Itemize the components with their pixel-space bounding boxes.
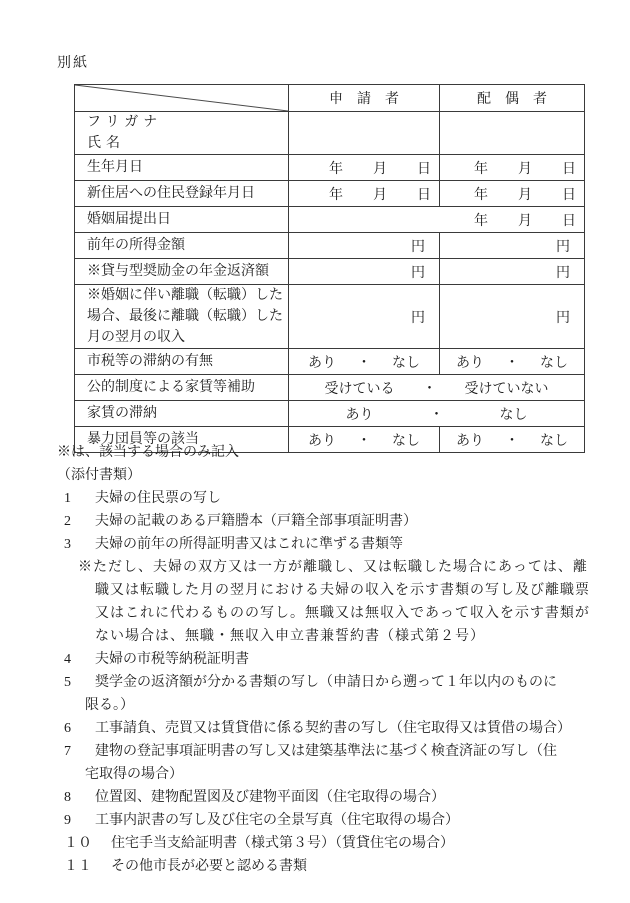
year-unit: 年	[474, 213, 488, 229]
amount-entry-cell	[439, 233, 584, 258]
attachment-item	[57, 671, 602, 694]
row-label-line: 公的制度による家賃等補助	[87, 380, 255, 395]
amount-entry-cell	[288, 285, 439, 348]
note-line: ※ただし、夫婦の双方又は一方が離職し、又は転職した場合にあっては、離	[78, 560, 588, 575]
diagonal-line	[75, 85, 288, 111]
row-label-line: 新住居への住民登録年月日	[87, 186, 255, 201]
row-label-line: 氏名	[87, 136, 125, 151]
item-text: 工事請負、売買又は賃貸借に係る契約書の写し（住宅取得又は賃借の場合）	[95, 721, 571, 736]
row-label	[75, 285, 288, 348]
table-header-row	[75, 85, 584, 111]
item-text: 建物の登記事項証明書の写し又は建築基準法に基づく検査済証の写し（住	[95, 744, 557, 759]
row-label	[75, 207, 288, 232]
col-header-spouse: 配偶者	[439, 85, 584, 111]
table-row	[75, 400, 584, 426]
attachment-item	[57, 809, 602, 832]
row-label-line: 暴力団員等の該当	[87, 432, 199, 447]
row-label-line: 場合、最後に離職（転職）した	[87, 309, 283, 324]
table-row	[75, 154, 584, 180]
year-unit: 年	[329, 161, 343, 177]
attachment-item	[57, 855, 602, 878]
item-number: 5	[64, 675, 71, 690]
month-unit: 月	[518, 161, 532, 177]
attachment-item	[57, 832, 602, 855]
separator-dot: ・	[422, 381, 437, 397]
row-label-line: ※婚姻に伴い離職（転職）した	[87, 288, 283, 303]
choice-cell	[288, 375, 584, 400]
row-label-line: 生年月日	[87, 160, 143, 175]
row-label	[75, 401, 288, 426]
attachment-item	[57, 648, 602, 671]
row-label	[75, 259, 288, 284]
item-text: 夫婦の記載のある戸籍謄本（戸籍全部事項証明書）	[95, 514, 417, 529]
date-entry-cell	[288, 155, 439, 180]
item-text: 位置図、建物配置図及び建物平面図（住宅取得の場合）	[95, 790, 445, 805]
item-number: 6	[64, 721, 71, 736]
option-left: 受けている	[324, 381, 395, 397]
table-row	[75, 180, 584, 206]
separator-dot: ・	[357, 433, 371, 449]
separator-dot: ・	[357, 355, 371, 371]
separator-dot: ・	[505, 355, 519, 371]
day-unit: 日	[562, 187, 576, 203]
row-label	[75, 112, 288, 154]
separator-dot: ・	[505, 433, 519, 449]
item-text: 夫婦の住民票の写し	[95, 491, 221, 506]
yen-unit: 円	[411, 310, 425, 326]
attachment-item	[57, 740, 602, 763]
choice-cell	[439, 349, 584, 374]
day-unit: 日	[562, 161, 576, 177]
option-left: あり	[345, 407, 374, 423]
option-yes: あり	[456, 433, 484, 449]
item-number: 7	[64, 744, 71, 759]
attachment-item	[57, 487, 602, 510]
item-number: 3	[64, 537, 71, 552]
yen-unit: 円	[556, 239, 570, 255]
option-no: なし	[392, 433, 420, 449]
item-text: その他市長が必要と認める書類	[111, 859, 307, 874]
table-row	[75, 111, 584, 154]
row-label-line: 前年の所得金額	[87, 238, 185, 253]
row-label	[75, 375, 288, 400]
option-no: なし	[540, 433, 568, 449]
month-unit: 月	[373, 187, 387, 203]
year-unit: 年	[474, 161, 488, 177]
row-label-line: ※貸与型奨励金の年金返済額	[87, 264, 269, 279]
col-header-applicant: 申請者	[288, 85, 439, 111]
table-row	[75, 348, 584, 374]
item-number: １０	[64, 836, 92, 851]
row-label	[75, 181, 288, 206]
item-number: 4	[64, 652, 71, 667]
attachment-item	[57, 717, 602, 740]
choice-cell	[288, 349, 439, 374]
table-corner-cell	[75, 85, 288, 111]
table-row	[75, 258, 584, 284]
table-row	[75, 374, 584, 400]
amount-entry-cell	[288, 233, 439, 258]
month-unit: 月	[518, 187, 532, 203]
table-row	[75, 232, 584, 258]
attachment-item	[57, 533, 602, 556]
option-right: なし	[499, 407, 528, 423]
option-no: なし	[540, 355, 568, 371]
separator-dot: ・	[429, 407, 444, 423]
day-unit: 日	[562, 213, 576, 229]
choice-cell	[288, 401, 584, 426]
item-text: 奨学金の返済額が分かる書類の写し（申請日から遡って１年以内のものに	[95, 675, 557, 690]
attachment-item	[57, 786, 602, 809]
row-label	[75, 233, 288, 258]
item-text: 住宅手当支給証明書（様式第３号）（賃貸住宅の場合）	[111, 836, 454, 851]
applicant-spouse-table	[74, 84, 585, 453]
row-label-line: 市税等の滞納の有無	[87, 354, 213, 369]
date-entry-cell	[439, 155, 584, 180]
table-row	[75, 206, 584, 232]
year-unit: 年	[474, 187, 488, 203]
row-label-line: 婚姻届提出日	[87, 212, 171, 227]
note-line: 宅取得の場合）	[85, 767, 183, 782]
row-label-line: 家賃の滞納	[87, 406, 157, 421]
day-unit: 日	[417, 161, 431, 177]
option-right: 受けていない	[464, 381, 549, 397]
row-label-line: 月の翌月の収入	[87, 330, 185, 345]
row-label	[75, 155, 288, 180]
item-text: 工事内訳書の写し及び住宅の全景写真（住宅取得の場合）	[95, 813, 459, 828]
note-line: 職又は転職した月の翌月における夫婦の収入を示す書類の写し及び離職票	[95, 583, 590, 598]
note-line: 限る。）	[85, 698, 134, 713]
year-unit: 年	[329, 187, 343, 203]
yen-unit: 円	[411, 239, 425, 255]
day-unit: 日	[417, 187, 431, 203]
option-yes: あり	[308, 355, 336, 371]
month-unit: 月	[518, 213, 532, 229]
yen-unit: 円	[556, 310, 570, 326]
blank-entry-cell	[439, 112, 584, 154]
note-line: （添付書類）	[57, 468, 141, 483]
row-label	[75, 349, 288, 374]
row-label-line: フリガナ	[87, 115, 163, 130]
month-unit: 月	[373, 161, 387, 177]
item-number: 8	[64, 790, 71, 805]
note-line: ※は、該当する場合のみ記入	[57, 445, 239, 460]
date-entry-cell	[288, 181, 439, 206]
amount-entry-cell	[288, 259, 439, 284]
page-label: 別紙	[57, 56, 89, 71]
date-entry-cell	[288, 207, 584, 232]
yen-unit: 円	[411, 265, 425, 281]
option-yes: あり	[456, 355, 484, 371]
note-line: ない場合は、無職・無収入申立書兼誓約書（様式第２号）	[95, 629, 485, 644]
item-number: 1	[64, 491, 71, 506]
item-text: 夫婦の前年の所得証明書又はこれに準ずる書類等	[95, 537, 403, 552]
item-number: 9	[64, 813, 71, 828]
notes-section	[57, 441, 602, 878]
item-number: １１	[64, 859, 92, 874]
amount-entry-cell	[439, 285, 584, 348]
yen-unit: 円	[556, 265, 570, 281]
date-entry-cell	[439, 181, 584, 206]
option-no: なし	[392, 355, 420, 371]
table-row	[75, 284, 584, 348]
item-number: 2	[64, 514, 71, 529]
item-text: 夫婦の市税等納税証明書	[95, 652, 249, 667]
note-line: 又はこれに代わるものの写し。無職又は無収入であって収入を示す書類が	[95, 606, 590, 621]
blank-entry-cell	[288, 112, 439, 154]
option-yes: あり	[308, 433, 336, 449]
attachment-item	[57, 510, 602, 533]
amount-entry-cell	[439, 259, 584, 284]
